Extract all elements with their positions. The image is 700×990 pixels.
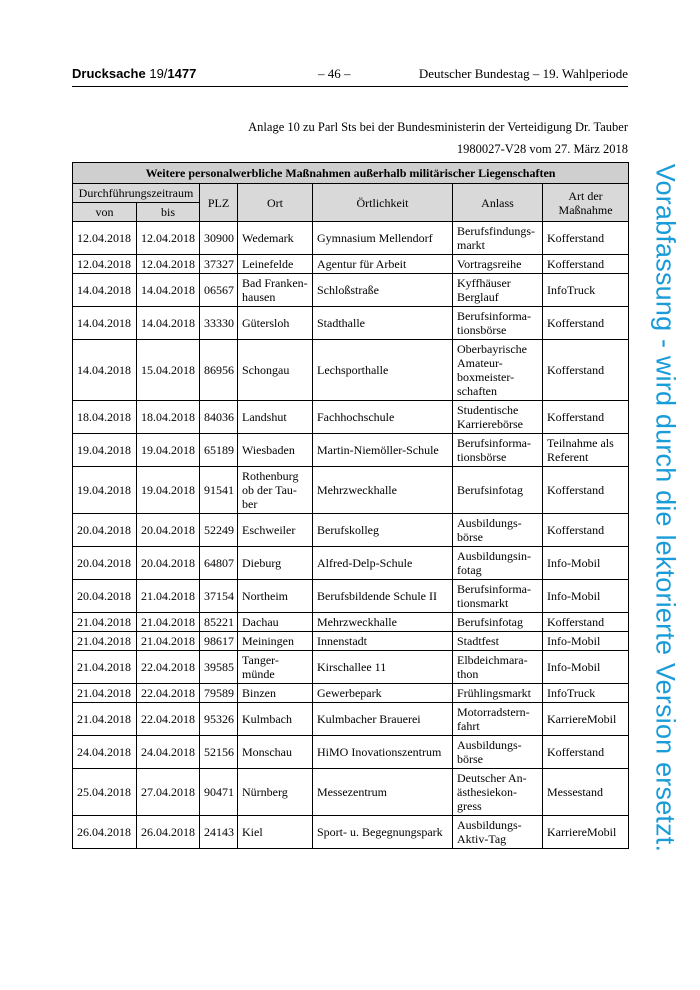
venue-cell: Mehrzweckhalle: [313, 613, 453, 632]
plz-cell: 39585: [200, 651, 238, 684]
table-row: [73, 816, 629, 849]
date-to-cell: 20.04.2018: [137, 547, 200, 580]
occasion-cell: Vortragsreihe: [453, 255, 543, 274]
venue-cell: Berufskolleg: [313, 514, 453, 547]
kind-cell: KarriereMobil: [543, 816, 629, 849]
venue-cell: HiMO Inovationszentrum: [313, 736, 453, 769]
plz-cell: 91541: [200, 467, 238, 514]
kind-cell: Kofferstand: [543, 222, 629, 255]
annex-reference: [208, 116, 628, 160]
kind-cell: InfoTruck: [543, 274, 629, 307]
city-cell: Bad Franken-hausen: [238, 274, 313, 307]
header-city: Ort: [238, 184, 313, 222]
plz-cell: 85221: [200, 613, 238, 632]
date-from-cell: 21.04.2018: [73, 613, 137, 632]
city-cell: Schongau: [238, 340, 313, 401]
plz-cell: 06567: [200, 274, 238, 307]
plz-cell: 37327: [200, 255, 238, 274]
occasion-cell: Berufsinforma-tionsmarkt: [453, 580, 543, 613]
watermark-text: Vorabfassung - wird durch die lektorierte Version ersetzt.: [650, 163, 681, 853]
table-row: [73, 222, 629, 255]
occasion-cell: Motorradstern-fahrt: [453, 703, 543, 736]
venue-cell: Gewerbepark: [313, 684, 453, 703]
city-cell: Tanger-münde: [238, 651, 313, 684]
doc-number: 1477: [167, 66, 197, 81]
plz-cell: 33330: [200, 307, 238, 340]
plz-cell: 24143: [200, 816, 238, 849]
date-from-cell: 19.04.2018: [73, 467, 137, 514]
date-to-cell: 12.04.2018: [137, 222, 200, 255]
kind-cell: Kofferstand: [543, 340, 629, 401]
date-from-cell: 14.04.2018: [73, 274, 137, 307]
kind-cell: Info-Mobil: [543, 632, 629, 651]
date-to-cell: 21.04.2018: [137, 613, 200, 632]
city-cell: Wiesbaden: [238, 434, 313, 467]
table-row: [73, 274, 629, 307]
kind-cell: KarriereMobil: [543, 703, 629, 736]
city-cell: Eschweiler: [238, 514, 313, 547]
city-cell: Dieburg: [238, 547, 313, 580]
doc-label: Drucksache: [72, 66, 146, 81]
plz-cell: 52249: [200, 514, 238, 547]
date-to-cell: 19.04.2018: [137, 467, 200, 514]
city-cell: Kulmbach: [238, 703, 313, 736]
header-kind: Art der Maßnahme: [543, 184, 629, 222]
date-from-cell: 24.04.2018: [73, 736, 137, 769]
city-cell: Wedemark: [238, 222, 313, 255]
date-to-cell: 27.04.2018: [137, 769, 200, 816]
date-to-cell: 18.04.2018: [137, 401, 200, 434]
venue-cell: Stadthalle: [313, 307, 453, 340]
draft-watermark: [642, 108, 688, 908]
annex-line-2: 1980027-V28 vom 27. März 2018: [456, 142, 628, 156]
header-to: bis: [137, 203, 200, 222]
venue-cell: Sport- u. Begegnungspark: [313, 816, 453, 849]
table-row: [73, 307, 629, 340]
plz-cell: 84036: [200, 401, 238, 434]
table-row: [73, 467, 629, 514]
date-from-cell: 12.04.2018: [73, 255, 137, 274]
kind-cell: Messestand: [543, 769, 629, 816]
city-cell: Monschau: [238, 736, 313, 769]
date-to-cell: 22.04.2018: [137, 651, 200, 684]
date-from-cell: 21.04.2018: [73, 703, 137, 736]
page-number: – 46 –: [318, 66, 351, 81]
venue-cell: Lechsporthalle: [313, 340, 453, 401]
venue-cell: Kulmbacher Brauerei: [313, 703, 453, 736]
kind-cell: Kofferstand: [543, 401, 629, 434]
document-number: [72, 66, 196, 81]
occasion-cell: Ausbildungsin-fotag: [453, 547, 543, 580]
venue-cell: Fachhochschule: [313, 401, 453, 434]
date-from-cell: 20.04.2018: [73, 547, 137, 580]
table-row: [73, 547, 629, 580]
date-from-cell: 21.04.2018: [73, 632, 137, 651]
kind-cell: Info-Mobil: [543, 651, 629, 684]
occasion-cell: Oberbayrische Amateur-boxmeister-schaften: [453, 340, 543, 401]
plz-cell: 79589: [200, 684, 238, 703]
header-venue: Örtlichkeit: [313, 184, 453, 222]
measures-table: [72, 162, 629, 849]
kind-cell: Info-Mobil: [543, 580, 629, 613]
venue-cell: Mehrzweckhalle: [313, 467, 453, 514]
doc-number-prefix: 19/: [149, 66, 168, 81]
plz-cell: 52156: [200, 736, 238, 769]
city-cell: Leinefelde: [238, 255, 313, 274]
plz-cell: 95326: [200, 703, 238, 736]
city-cell: Northeim: [238, 580, 313, 613]
table-row: [73, 401, 629, 434]
occasion-cell: Ausbildungs-börse: [453, 514, 543, 547]
city-cell: Binzen: [238, 684, 313, 703]
kind-cell: Kofferstand: [543, 255, 629, 274]
date-to-cell: 21.04.2018: [137, 580, 200, 613]
kind-cell: Kofferstand: [543, 467, 629, 514]
occasion-cell: Berufsinforma-tionsbörse: [453, 307, 543, 340]
date-from-cell: 12.04.2018: [73, 222, 137, 255]
occasion-cell: Kyffhäuser Berglauf: [453, 274, 543, 307]
venue-cell: Messezentrum: [313, 769, 453, 816]
header-from: von: [73, 203, 137, 222]
plz-cell: 65189: [200, 434, 238, 467]
date-from-cell: 14.04.2018: [73, 340, 137, 401]
city-cell: Dachau: [238, 613, 313, 632]
table-row: [73, 651, 629, 684]
city-cell: Gütersloh: [238, 307, 313, 340]
table-row: [73, 769, 629, 816]
table-row: [73, 736, 629, 769]
table-row: [73, 340, 629, 401]
venue-cell: Innenstadt: [313, 632, 453, 651]
occasion-cell: Studentische Karrierebörse: [453, 401, 543, 434]
occasion-cell: Stadtfest: [453, 632, 543, 651]
date-from-cell: 20.04.2018: [73, 514, 137, 547]
table-row: [73, 613, 629, 632]
date-from-cell: 25.04.2018: [73, 769, 137, 816]
city-cell: Landshut: [238, 401, 313, 434]
date-from-cell: 26.04.2018: [73, 816, 137, 849]
table-row: [73, 632, 629, 651]
occasion-cell: Elbdeichmara-thon: [453, 651, 543, 684]
header-period: Durchführungszeitraum: [73, 184, 200, 203]
date-to-cell: 24.04.2018: [137, 736, 200, 769]
date-to-cell: 15.04.2018: [137, 340, 200, 401]
page-header: [72, 64, 628, 87]
occasion-cell: Berufsfindungs-markt: [453, 222, 543, 255]
date-to-cell: 14.04.2018: [137, 274, 200, 307]
table-row: [73, 580, 629, 613]
plz-cell: 37154: [200, 580, 238, 613]
publisher: Deutscher Bundestag – 19. Wahlperiode: [418, 66, 628, 81]
table-title: Weitere personalwerbliche Maßnahmen außerhalb militärischer Liegenschaften: [73, 163, 629, 184]
kind-cell: Teilnahme als Referent: [543, 434, 629, 467]
annex-line-1: Anlage 10 zu Parl Sts bei der Bundesministerin der Verteidigung Dr. Tauber: [248, 120, 628, 134]
occasion-cell: Berufsinforma-tionsbörse: [453, 434, 543, 467]
kind-cell: Info-Mobil: [543, 547, 629, 580]
venue-cell: Gymnasium Mellendorf: [313, 222, 453, 255]
occasion-cell: Frühlingsmarkt: [453, 684, 543, 703]
table-body: [73, 222, 629, 849]
date-to-cell: 20.04.2018: [137, 514, 200, 547]
city-cell: Meiningen: [238, 632, 313, 651]
date-from-cell: 21.04.2018: [73, 651, 137, 684]
date-to-cell: 14.04.2018: [137, 307, 200, 340]
city-cell: Nürnberg: [238, 769, 313, 816]
plz-cell: 64807: [200, 547, 238, 580]
city-cell: Kiel: [238, 816, 313, 849]
occasion-cell: Ausbildungs-Aktiv-Tag: [453, 816, 543, 849]
header-plz: PLZ: [200, 184, 238, 222]
date-from-cell: 14.04.2018: [73, 307, 137, 340]
kind-cell: Kofferstand: [543, 514, 629, 547]
date-from-cell: 19.04.2018: [73, 434, 137, 467]
venue-cell: Agentur für Arbeit: [313, 255, 453, 274]
venue-cell: Martin-Niemöller-Schule: [313, 434, 453, 467]
date-to-cell: 26.04.2018: [137, 816, 200, 849]
table-row: [73, 514, 629, 547]
plz-cell: 90471: [200, 769, 238, 816]
venue-cell: Schloßstraße: [313, 274, 453, 307]
kind-cell: InfoTruck: [543, 684, 629, 703]
occasion-cell: Berufsinfotag: [453, 467, 543, 514]
plz-cell: 86956: [200, 340, 238, 401]
table-row: [73, 703, 629, 736]
occasion-cell: Deutscher An-ästhesiekon-gress: [453, 769, 543, 816]
occasion-cell: Berufsinfotag: [453, 613, 543, 632]
table-row: [73, 434, 629, 467]
date-to-cell: 22.04.2018: [137, 684, 200, 703]
city-cell: Rothenburg ob der Tau-ber: [238, 467, 313, 514]
table-row: [73, 255, 629, 274]
date-from-cell: 21.04.2018: [73, 684, 137, 703]
header-occasion: Anlass: [453, 184, 543, 222]
plz-cell: 30900: [200, 222, 238, 255]
venue-cell: Berufsbildende Schule II: [313, 580, 453, 613]
date-to-cell: 12.04.2018: [137, 255, 200, 274]
table-row: [73, 684, 629, 703]
date-to-cell: 22.04.2018: [137, 703, 200, 736]
venue-cell: Kirschallee 11: [313, 651, 453, 684]
date-from-cell: 18.04.2018: [73, 401, 137, 434]
kind-cell: Kofferstand: [543, 736, 629, 769]
date-from-cell: 20.04.2018: [73, 580, 137, 613]
venue-cell: Alfred-Delp-Schule: [313, 547, 453, 580]
occasion-cell: Ausbildungs-börse: [453, 736, 543, 769]
date-to-cell: 21.04.2018: [137, 632, 200, 651]
date-to-cell: 19.04.2018: [137, 434, 200, 467]
kind-cell: Kofferstand: [543, 307, 629, 340]
plz-cell: 98617: [200, 632, 238, 651]
kind-cell: Kofferstand: [543, 613, 629, 632]
